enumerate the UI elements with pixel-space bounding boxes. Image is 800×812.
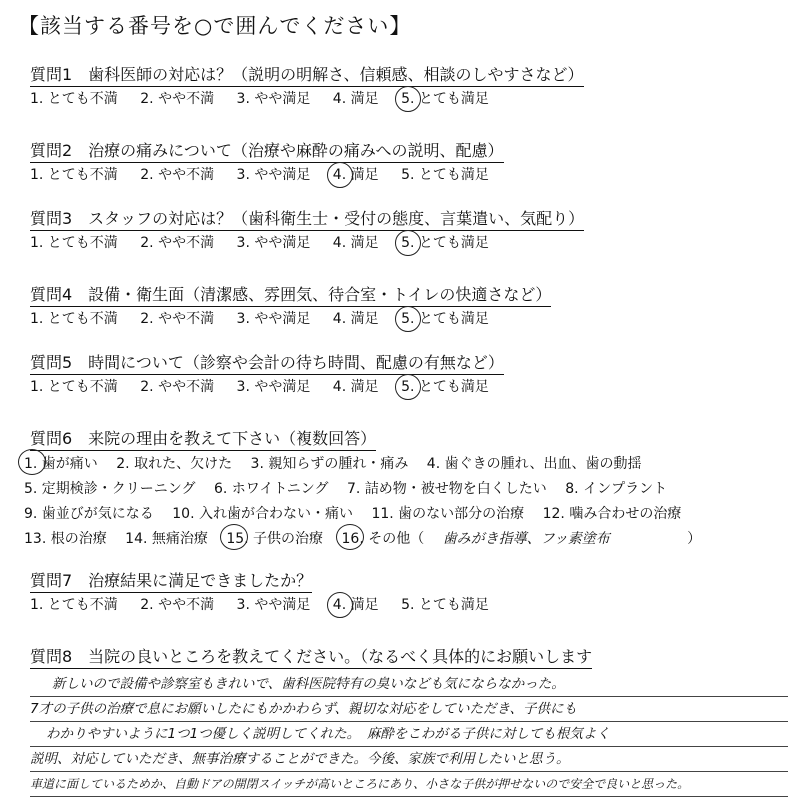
q6-option-2[interactable]: 2. 取れた、欠けた — [116, 456, 233, 472]
question-8-title: 質問8 当院の良いところを教えてください。（なるべく具体的にお願いします — [30, 646, 592, 669]
question-3-title: 質問3 スタッフの対応は？（歯科衛生士・受付の態度、言葉遣い、気配り） — [30, 208, 584, 231]
question-4 — [30, 284, 551, 329]
q6-option-16-circled[interactable] — [342, 527, 425, 552]
question-1-options — [30, 89, 584, 109]
option-4[interactable]: 4. 満足 — [332, 311, 379, 327]
option-2[interactable]: 2. やや不満 — [140, 379, 215, 395]
option-4[interactable]: 4. 満足 — [332, 379, 379, 395]
q6-option-13[interactable]: 13. 根の治療 — [24, 531, 107, 547]
option-4-label: 4. 満足 — [332, 167, 379, 183]
option-5[interactable]: 5. とても満足 — [401, 597, 489, 613]
question-6-row-2 — [24, 477, 701, 502]
question-7-title: 質問7 治療結果に満足できましたか？ — [30, 570, 312, 593]
question-4-title: 質問4 設備・衛生面（清潔感、雰囲気、待合室・トイレの快適さなど） — [30, 284, 551, 307]
question-1-title: 質問1 歯科医師の対応は？（説明の明解さ、信頼感、相談のしやすさなど） — [30, 64, 584, 87]
option-5-label: 5. とても満足 — [401, 311, 489, 327]
question-5-options — [30, 377, 507, 397]
q6-option-14[interactable]: 14. 無痛治療 — [125, 531, 208, 547]
answer-circle — [336, 524, 364, 550]
q6-option-11[interactable]: 11. 歯のない部分の治療 — [371, 506, 525, 522]
question-5-title: 質問5 時間について（診察や会計の待ち時間、配慮の有無など） — [30, 352, 504, 375]
question-1 — [30, 64, 584, 109]
option-4-label: 4. 満足 — [332, 597, 379, 613]
answer-line-4: 説明、対応していただき、無事治療することができた。今後、家族で利用したいと思う。 — [30, 747, 788, 772]
q6-option-9[interactable]: 9. 歯並びが気になる — [24, 506, 154, 522]
q6-option-16-label: 16. その他（ — [341, 531, 425, 547]
option-1[interactable]: 1. とても不満 — [30, 379, 118, 395]
option-2[interactable]: 2. やや不満 — [140, 235, 215, 251]
option-2[interactable]: 2. やや不満 — [140, 597, 215, 613]
answer-circle — [395, 306, 421, 332]
question-4-options — [30, 309, 551, 329]
q6-option-8[interactable]: 8. インプラント — [565, 481, 668, 497]
option-5-label: 5. とても満足 — [401, 91, 489, 107]
option-5-label: 5. とても満足 — [401, 379, 489, 395]
answer-circle — [18, 449, 46, 475]
question-7 — [30, 570, 507, 615]
option-3[interactable]: 3. やや満足 — [236, 167, 311, 183]
q6-option-15-circled[interactable] — [226, 527, 323, 552]
answer-line-2: 7才の子供の治療で息にお願いしたにもかかわらず、親切な対応をしていただき、子供にも — [30, 697, 788, 722]
option-5-circled[interactable] — [401, 233, 489, 253]
question-6-options — [24, 452, 701, 552]
option-4[interactable]: 4. 満足 — [332, 235, 379, 251]
option-5-label: 5. とても満足 — [401, 235, 489, 251]
question-8-answer-area[interactable] — [30, 672, 788, 797]
option-1[interactable]: 1. とても不満 — [30, 91, 118, 107]
option-4-circled[interactable] — [333, 165, 379, 185]
q6-option-1-circled[interactable] — [24, 452, 98, 477]
question-6-row-4 — [24, 527, 701, 552]
option-3[interactable]: 3. やや満足 — [236, 597, 311, 613]
q6-other-handwritten: 歯みがき指導、フッ素塗布 — [442, 531, 610, 547]
q6-option-1-label: 1. 歯が痛い — [24, 456, 98, 472]
option-5[interactable]: 5. とても満足 — [401, 167, 489, 183]
option-3[interactable]: 3. やや満足 — [236, 379, 311, 395]
option-1[interactable]: 1. とても不満 — [30, 311, 118, 327]
option-1[interactable]: 1. とても不満 — [30, 597, 118, 613]
question-2-options — [30, 165, 507, 185]
q6-option-7[interactable]: 7. 詰め物・被せ物を白くしたい — [347, 481, 547, 497]
option-5-circled[interactable] — [401, 89, 489, 109]
question-7-options — [30, 595, 507, 615]
option-1[interactable]: 1. とても不満 — [30, 235, 118, 251]
q6-option-15-label: 15. 子供の治療 — [226, 531, 324, 547]
option-3[interactable]: 3. やや満足 — [236, 91, 311, 107]
option-2[interactable]: 2. やや不満 — [140, 167, 215, 183]
option-2[interactable]: 2. やや不満 — [140, 91, 215, 107]
option-3[interactable]: 3. やや満足 — [236, 235, 311, 251]
answer-circle — [395, 374, 421, 400]
question-3 — [30, 208, 584, 253]
q6-option-4[interactable]: 4. 歯ぐきの腫れ、出血、歯の動揺 — [426, 456, 642, 472]
question-5 — [30, 352, 507, 397]
option-4[interactable]: 4. 満足 — [332, 91, 379, 107]
answer-line-3: わかりやすいように1つ1つ優しく説明してくれた。 麻酔をこわがる子供に対しても根気よく — [30, 722, 788, 747]
option-4-circled[interactable] — [333, 595, 379, 615]
option-3[interactable]: 3. やや満足 — [236, 311, 311, 327]
answer-line-5: 車道に面しているためか、自動ドアの開閉スイッチが高いところにあり、小さな子供が押せないので安全で良いと思った。 — [30, 772, 788, 797]
q6-option-5[interactable]: 5. 定期検診・クリーニング — [24, 481, 196, 497]
option-1[interactable]: 1. とても不満 — [30, 167, 118, 183]
question-6-title: 質問6 来院の理由を教えて下さい（複数回答） — [30, 428, 376, 451]
answer-circle — [327, 592, 353, 618]
q6-other-close: ） — [687, 531, 702, 547]
question-2 — [30, 140, 507, 185]
instruction-header: 【該当する番号を○で囲んでください】 — [18, 14, 412, 38]
option-5-circled[interactable] — [401, 309, 489, 329]
question-6-row-3 — [24, 502, 701, 527]
question-6-row-1 — [24, 452, 701, 477]
answer-circle — [395, 86, 421, 112]
question-3-options — [30, 233, 584, 253]
question-6 — [30, 428, 376, 451]
question-8 — [30, 646, 592, 669]
option-5-circled[interactable] — [401, 377, 489, 397]
q6-option-12[interactable]: 12. 噛み合わせの治療 — [542, 506, 682, 522]
q6-option-10[interactable]: 10. 入れ歯が合わない・痛い — [172, 506, 353, 522]
q6-option-3[interactable]: 3. 親知らずの腫れ・痛み — [250, 456, 409, 472]
option-2[interactable]: 2. やや不満 — [140, 311, 215, 327]
answer-line-1: 新しいので設備や診察室もきれいで、歯科医院特有の臭いなども気にならなかった。 — [30, 672, 788, 697]
question-2-title: 質問2 治療の痛みについて（治療や麻酔の痛みへの説明、配慮） — [30, 140, 504, 163]
answer-circle — [395, 230, 421, 256]
answer-circle — [327, 162, 353, 188]
q6-option-6[interactable]: 6. ホワイトニング — [213, 481, 329, 497]
